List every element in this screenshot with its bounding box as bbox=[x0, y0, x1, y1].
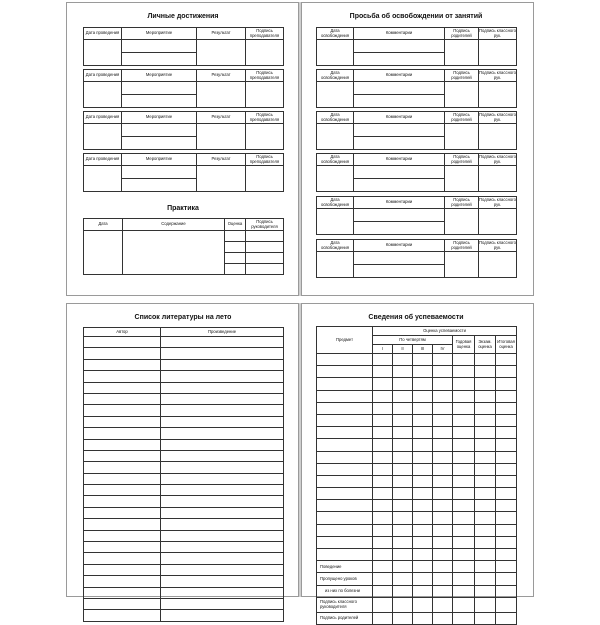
exam-header: Экзам. оценка bbox=[475, 336, 496, 354]
achievement-table-3: Дата проведения Мероприятие Результат Подпись преподавателя bbox=[83, 111, 284, 150]
bottom-spread-gutter bbox=[299, 303, 301, 597]
quarter-3-header: III bbox=[413, 345, 433, 354]
achievement-table-2: Дата проведения Мероприятие Результат Подпись преподавателя bbox=[83, 69, 284, 108]
parent-signature-label: Подпись родителей bbox=[317, 612, 373, 624]
practice-table: Дата Содержание Оценка Подпись руководителя bbox=[83, 218, 284, 275]
grades-footer bbox=[317, 561, 517, 625]
missed-lessons-label: Пропущено уроков bbox=[317, 573, 373, 585]
achievements-title: Личные достижения bbox=[147, 13, 219, 20]
grades-title: Сведения об успеваемости bbox=[368, 314, 464, 321]
achievement-table-4: Дата проведения Мероприятие Результат Подпись преподавателя bbox=[83, 153, 284, 192]
literature-title: Список литературы на лето bbox=[134, 314, 232, 321]
quarters-header: По четвертям bbox=[373, 336, 453, 345]
literature-table: Автор Произведение bbox=[83, 327, 284, 622]
quarter-2-header: II bbox=[393, 345, 413, 354]
final-header: Итоговая оценка bbox=[496, 336, 517, 354]
teacher-signature-label: Подпись классного руководителя bbox=[317, 597, 373, 612]
grades-header bbox=[317, 327, 517, 354]
release-table-6: Дата освобождения Комментарии Подпись родителей Подпись классного рук. bbox=[316, 239, 517, 278]
grades-group-header: Оценка успеваемости bbox=[373, 327, 517, 336]
top-spread-gutter bbox=[299, 2, 301, 296]
achievement-table-1: Дата проведения Мероприятие Результат Подпись преподавателя bbox=[83, 27, 284, 66]
grades-table bbox=[316, 326, 517, 625]
release-table-5: Дата освобождения Комментарии Подпись родителей Подпись классного рук. bbox=[316, 196, 517, 235]
subject-header: Предмет bbox=[317, 327, 373, 354]
release-table-4: Дата освобождения Комментарии Подпись родителей Подпись классного рук. bbox=[316, 153, 517, 192]
release-table-2: Дата освобождения Комментарии Подпись родителей Подпись классного рук. bbox=[316, 69, 517, 108]
grades-rows bbox=[317, 354, 517, 561]
release-title: Просьба об освобождении от занятий bbox=[349, 13, 483, 20]
sick-lessons-label: из них по болезни bbox=[317, 585, 373, 597]
literature-rows bbox=[84, 337, 284, 622]
release-table-1: Дата освобождения Комментарии Подпись родителей Подпись классного рук. bbox=[316, 27, 517, 66]
practice-title: Практика bbox=[167, 205, 199, 212]
quarter-1-header: I bbox=[373, 345, 393, 354]
behavior-label: Поведение bbox=[317, 561, 373, 573]
quarter-4-header: IV bbox=[433, 345, 453, 354]
annual-header: Годовая оценка bbox=[453, 336, 475, 354]
release-table-3: Дата освобождения Комментарии Подпись родителей Подпись классного рук. bbox=[316, 111, 517, 150]
